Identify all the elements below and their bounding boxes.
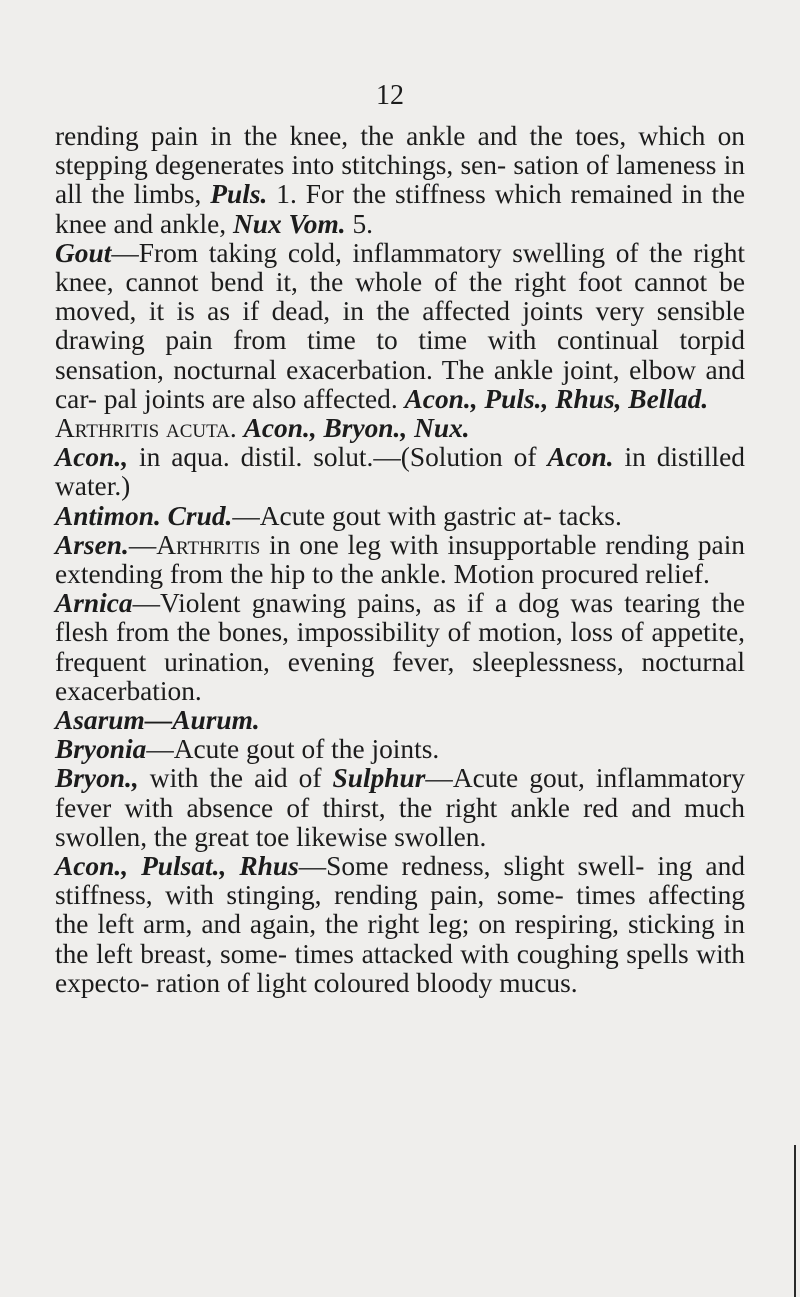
remedy-name: Antimon. Crud.: [55, 500, 233, 531]
paragraph-arnica: [55, 589, 745, 706]
paragraph-acon: [55, 443, 745, 501]
section-heading-gout: Gout: [55, 237, 112, 268]
paragraph-acon-pulsat-rhus: [55, 852, 745, 998]
text-run: —Acute gout of the joints.: [146, 734, 440, 765]
term-arthritis: Arthritis: [156, 529, 261, 560]
paragraph-bryon: [55, 764, 745, 852]
text-run: —: [128, 529, 157, 560]
remedy-name: Bryonia: [55, 734, 147, 765]
remedy-name: Sulphur: [332, 763, 426, 794]
text-run: in one leg with insupportable rending pain extending from the hip to the ankle. Motion procured relief.: [55, 529, 745, 590]
body-text: [55, 122, 745, 998]
remedy-names: Acon., Bryon., Nux.: [243, 413, 470, 444]
text-run: —Acute gout, inflammatory fever with absence of thirst, the right ankle red and much swollen, the great toe likewise swollen.: [55, 763, 745, 852]
page-edge-line: [794, 1145, 796, 1297]
paragraph-1: [55, 122, 745, 239]
remedy-names: Acon., Puls., Rhus, Bellad.: [404, 383, 709, 414]
paragraph-antimon: [55, 502, 745, 531]
text-run: in distilled water.): [55, 442, 745, 502]
remedy-names: Acon., Pulsat., Rhus: [55, 851, 299, 882]
paragraph-asarum: [55, 706, 745, 735]
remedy-names: Asarum—Aurum.: [55, 705, 260, 736]
paragraph-gout: [55, 239, 745, 414]
section-heading-arthritis-acuta: Arthritis acuta.: [55, 413, 237, 444]
paragraph-arthritis-acuta: [55, 414, 745, 443]
remedy-name: Puls.: [210, 179, 268, 210]
remedy-name: Acon.,: [55, 442, 129, 473]
text-run: in aqua. distil. solut.—(Solution of: [128, 442, 548, 473]
text-run: rending pain in the knee, the ankle and the toes, which on stepping degenerates into stitchings, sen- sation of lameness in all the limbs,: [55, 121, 745, 210]
remedy-name: Arnica: [55, 588, 133, 619]
text-run: 1. For the stiffness which remained in the knee and ankle,: [55, 179, 745, 239]
remedy-name: Nux Vom.: [232, 208, 346, 239]
remedy-name: Acon.: [547, 442, 614, 473]
remedy-name: Arsen.: [55, 529, 129, 560]
text-run: [237, 413, 244, 443]
paragraph-bryonia: [55, 735, 745, 764]
text-run: with the aid of: [138, 763, 333, 794]
remedy-name: Bryon.,: [55, 763, 139, 794]
text-run: —Acute gout with gastric at- tacks.: [232, 500, 622, 531]
text-run: —Violent gnawing pains, as if a dog was tearing the flesh from the bones, impossibility of motion, loss of appetite, frequent urination, evening fever, sleeplessness, nocturnal exacerbation.: [55, 588, 745, 706]
paragraph-arsen: [55, 531, 745, 589]
text-run: —From taking cold, inflammatory swelling of the right knee, cannot bend it, the whole of the right foot cannot be moved, it is as if dead, in the affected joints very sensible drawing pain from time to time with continual torpid sensation, nocturnal exacerbation. The ankle joint, elbow and car- pal joints are also affected.: [55, 237, 745, 414]
text-run: 5.: [345, 208, 373, 239]
page-number: 12: [376, 80, 404, 111]
text-run: —Some redness, slight swell- ing and stiffness, with stinging, rending pain, some- times affecting the left arm, and again, the right leg; on respiring, sticking in the left breast, some- times attacked with coughing spells with expecto- ration of light coloured bloody mucus.: [55, 851, 745, 998]
